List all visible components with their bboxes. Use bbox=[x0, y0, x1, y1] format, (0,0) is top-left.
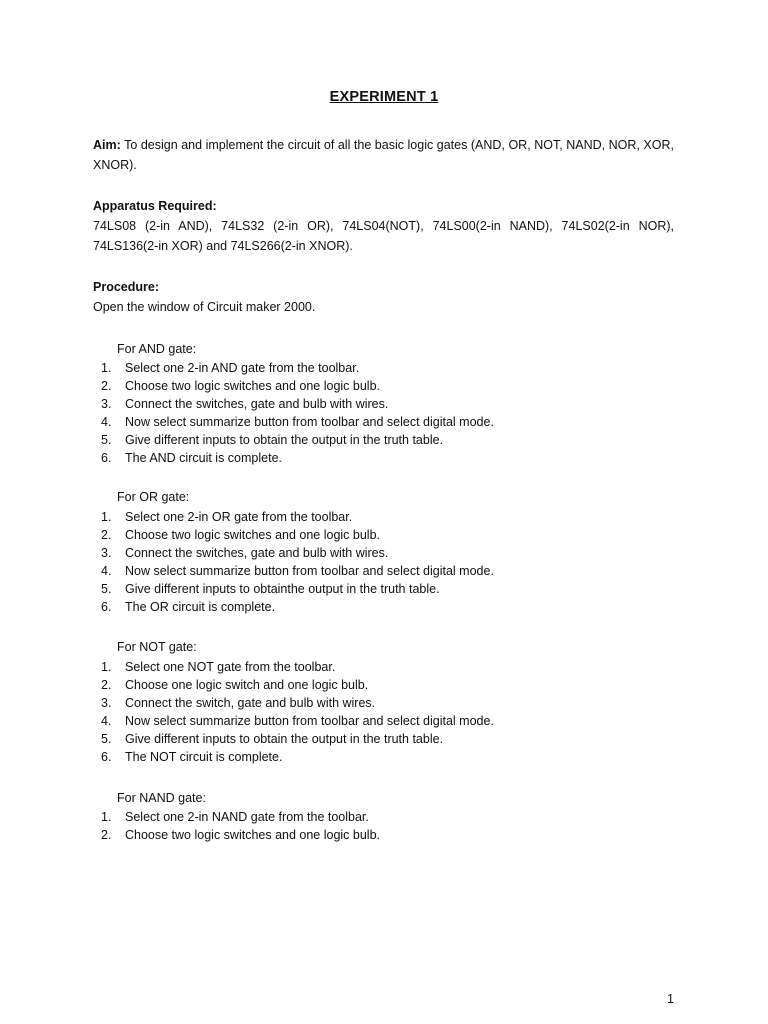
step-number: 3. bbox=[101, 696, 112, 710]
step-text: Select one 2-in OR gate from the toolbar. bbox=[125, 510, 353, 524]
list-item bbox=[0, 449, 768, 467]
step-number: 3. bbox=[101, 546, 112, 560]
step-number: 6. bbox=[101, 750, 112, 764]
list-item bbox=[0, 598, 768, 616]
step-number: 5. bbox=[101, 732, 112, 746]
step-text: Choose one logic switch and one logic bulb. bbox=[125, 678, 369, 692]
step-text: Connect the switches, gate and bulb with wires. bbox=[125, 397, 389, 411]
step-text: Give different inputs to obtainthe output in the truth table. bbox=[125, 582, 440, 596]
list-item bbox=[0, 395, 768, 413]
or-gate-heading: For OR gate: bbox=[117, 490, 190, 504]
step-text: The AND circuit is complete. bbox=[125, 451, 282, 465]
list-item bbox=[0, 580, 768, 598]
step-text: Now select summarize button from toolbar and select digital mode. bbox=[125, 415, 494, 429]
list-item bbox=[0, 562, 768, 580]
list-item bbox=[0, 359, 768, 377]
list-item bbox=[0, 676, 768, 694]
step-text: The OR circuit is complete. bbox=[125, 600, 276, 614]
step-number: 1. bbox=[101, 660, 112, 674]
step-text: Now select summarize button from toolbar and select digital mode. bbox=[125, 564, 494, 578]
not-gate-heading: For NOT gate: bbox=[117, 640, 197, 654]
step-number: 5. bbox=[101, 582, 112, 596]
page-title: EXPERIMENT 1 bbox=[329, 89, 439, 105]
step-text: Select one NOT gate from the toolbar. bbox=[125, 660, 336, 674]
step-text: Select one 2-in AND gate from the toolbar. bbox=[125, 361, 360, 375]
step-text: Choose two logic switches and one logic bulb. bbox=[125, 379, 381, 393]
step-number: 6. bbox=[101, 600, 112, 614]
list-item bbox=[0, 748, 768, 766]
list-item bbox=[0, 413, 768, 431]
list-item bbox=[0, 808, 768, 826]
step-number: 2. bbox=[101, 528, 112, 542]
nand-gate-heading: For NAND gate: bbox=[117, 791, 206, 805]
procedure-heading: Procedure: bbox=[93, 280, 159, 294]
step-number: 2. bbox=[101, 678, 112, 692]
step-text: Choose two logic switches and one logic bulb. bbox=[125, 528, 381, 542]
list-item bbox=[0, 694, 768, 712]
not-gate-steps bbox=[0, 658, 768, 766]
step-text: Give different inputs to obtain the output in the truth table. bbox=[125, 433, 444, 447]
apparatus-heading: Apparatus Required: bbox=[93, 199, 217, 213]
step-number: 4. bbox=[101, 564, 112, 578]
step-text: The NOT circuit is complete. bbox=[125, 750, 283, 764]
page-number: 1 bbox=[667, 992, 674, 1006]
list-item bbox=[0, 377, 768, 395]
list-item bbox=[0, 508, 768, 526]
apparatus-text: 74LS08 (2-in AND), 74LS32 (2-in OR), 74LS04(NOT), 74LS00(2-in NAND), 74LS02(2-in NOR), 74LS136(2-in XOR) and 74LS266(2-in XNOR). bbox=[93, 219, 674, 253]
step-text: Select one 2-in NAND gate from the toolbar. bbox=[125, 810, 369, 824]
step-number: 2. bbox=[101, 828, 112, 842]
step-number: 4. bbox=[101, 415, 112, 429]
aim-paragraph bbox=[93, 135, 674, 175]
step-number: 2. bbox=[101, 379, 112, 393]
step-text: Connect the switches, gate and bulb with wires. bbox=[125, 546, 389, 560]
and-gate-steps bbox=[0, 359, 768, 467]
list-item bbox=[0, 730, 768, 748]
step-text: Choose two logic switches and one logic bulb. bbox=[125, 828, 381, 842]
step-number: 4. bbox=[101, 714, 112, 728]
list-item bbox=[0, 431, 768, 449]
procedure-intro: Open the window of Circuit maker 2000. bbox=[93, 300, 316, 314]
list-item bbox=[0, 544, 768, 562]
step-number: 5. bbox=[101, 433, 112, 447]
and-gate-heading: For AND gate: bbox=[117, 342, 197, 356]
aim-label: Aim: bbox=[93, 138, 121, 152]
or-gate-steps bbox=[0, 508, 768, 616]
step-text: Give different inputs to obtain the output in the truth table. bbox=[125, 732, 444, 746]
step-number: 6. bbox=[101, 451, 112, 465]
step-number: 3. bbox=[101, 397, 112, 411]
aim-text: To design and implement the circuit of all the basic logic gates (AND, OR, NOT, NAND, NOR, XOR, XNOR). bbox=[93, 138, 674, 172]
list-item bbox=[0, 658, 768, 676]
step-number: 1. bbox=[101, 361, 112, 375]
step-number: 1. bbox=[101, 810, 112, 824]
list-item bbox=[0, 526, 768, 544]
step-text: Connect the switch, gate and bulb with wires. bbox=[125, 696, 376, 710]
step-number: 1. bbox=[101, 510, 112, 524]
list-item bbox=[0, 826, 768, 844]
list-item bbox=[0, 712, 768, 730]
nand-gate-steps bbox=[0, 808, 768, 844]
step-text: Now select summarize button from toolbar and select digital mode. bbox=[125, 714, 494, 728]
